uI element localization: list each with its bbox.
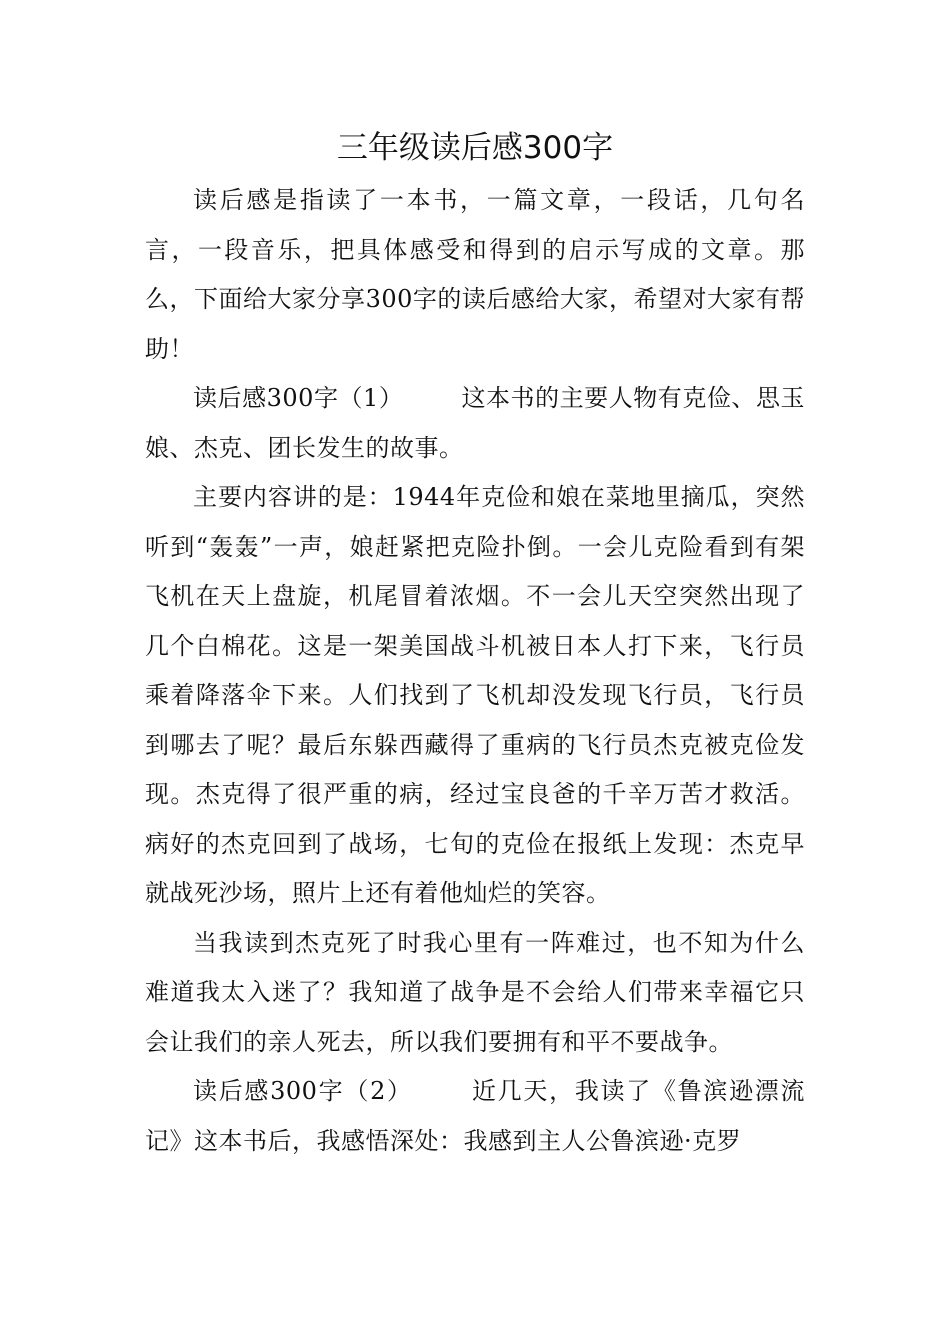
paragraph-text: 当我读到杰克死了时我心里有一阵难过，也不知为什么难道我太入迷了？我知道了战争是不会给人们带来幸福它只会让我们的亲人死去，所以我们要拥有和平不要战争。	[145, 928, 805, 1056]
paragraph-reflection	[145, 919, 805, 1068]
paragraph-intro	[145, 176, 805, 374]
paragraph-text: 这本书的主要人物有克俭、思玉娘、杰克、团长发生的故事。	[145, 384, 806, 462]
essay-heading: 读后感300字（1）	[193, 384, 404, 412]
document-body	[145, 176, 805, 1166]
essay-heading: 读后感300字（2）	[193, 1077, 413, 1105]
paragraph-essay-1-start	[145, 374, 805, 473]
paragraph-text: 近几天，我读了《鲁滨逊漂流记》这本书后，我感悟深处：我感到主人公鲁滨逊·克罗	[145, 1077, 806, 1155]
paragraph-essay-2-start	[145, 1067, 805, 1166]
page-title: 三年级读后感300字	[336, 130, 614, 166]
paragraph-summary	[145, 473, 805, 919]
paragraph-text: 主要内容讲的是：1944年克俭和娘在菜地里摘瓜，突然听到“轰轰”一声，娘赶紧把克险扑倒。一会儿克险看到有架飞机在天上盘旋，机尾冒着浓烟。不一会儿天空突然出现了几个白棉花。这是一架美国战斗机被日本人打下来，飞行员乘着降落伞下来。人们找到了飞机却没发现飞行员，飞行员到哪去了呢？最后东躲西藏得了重病的飞行员杰克被克俭发现。杰克得了很严重的病，经过宝良爸的千辛万苦才救活。病好的杰克回到了战场，七旬的克俭在报纸上发现：杰克早就战死沙场，照片上还有着他灿烂的笑容。	[145, 483, 805, 907]
paragraph-text: 读后感是指读了一本书，一篇文章，一段话，几句名言，一段音乐，把具体感受和得到的启示写成的文章。那么，下面给大家分享300字的读后感给大家，希望对大家有帮助！	[145, 186, 805, 363]
